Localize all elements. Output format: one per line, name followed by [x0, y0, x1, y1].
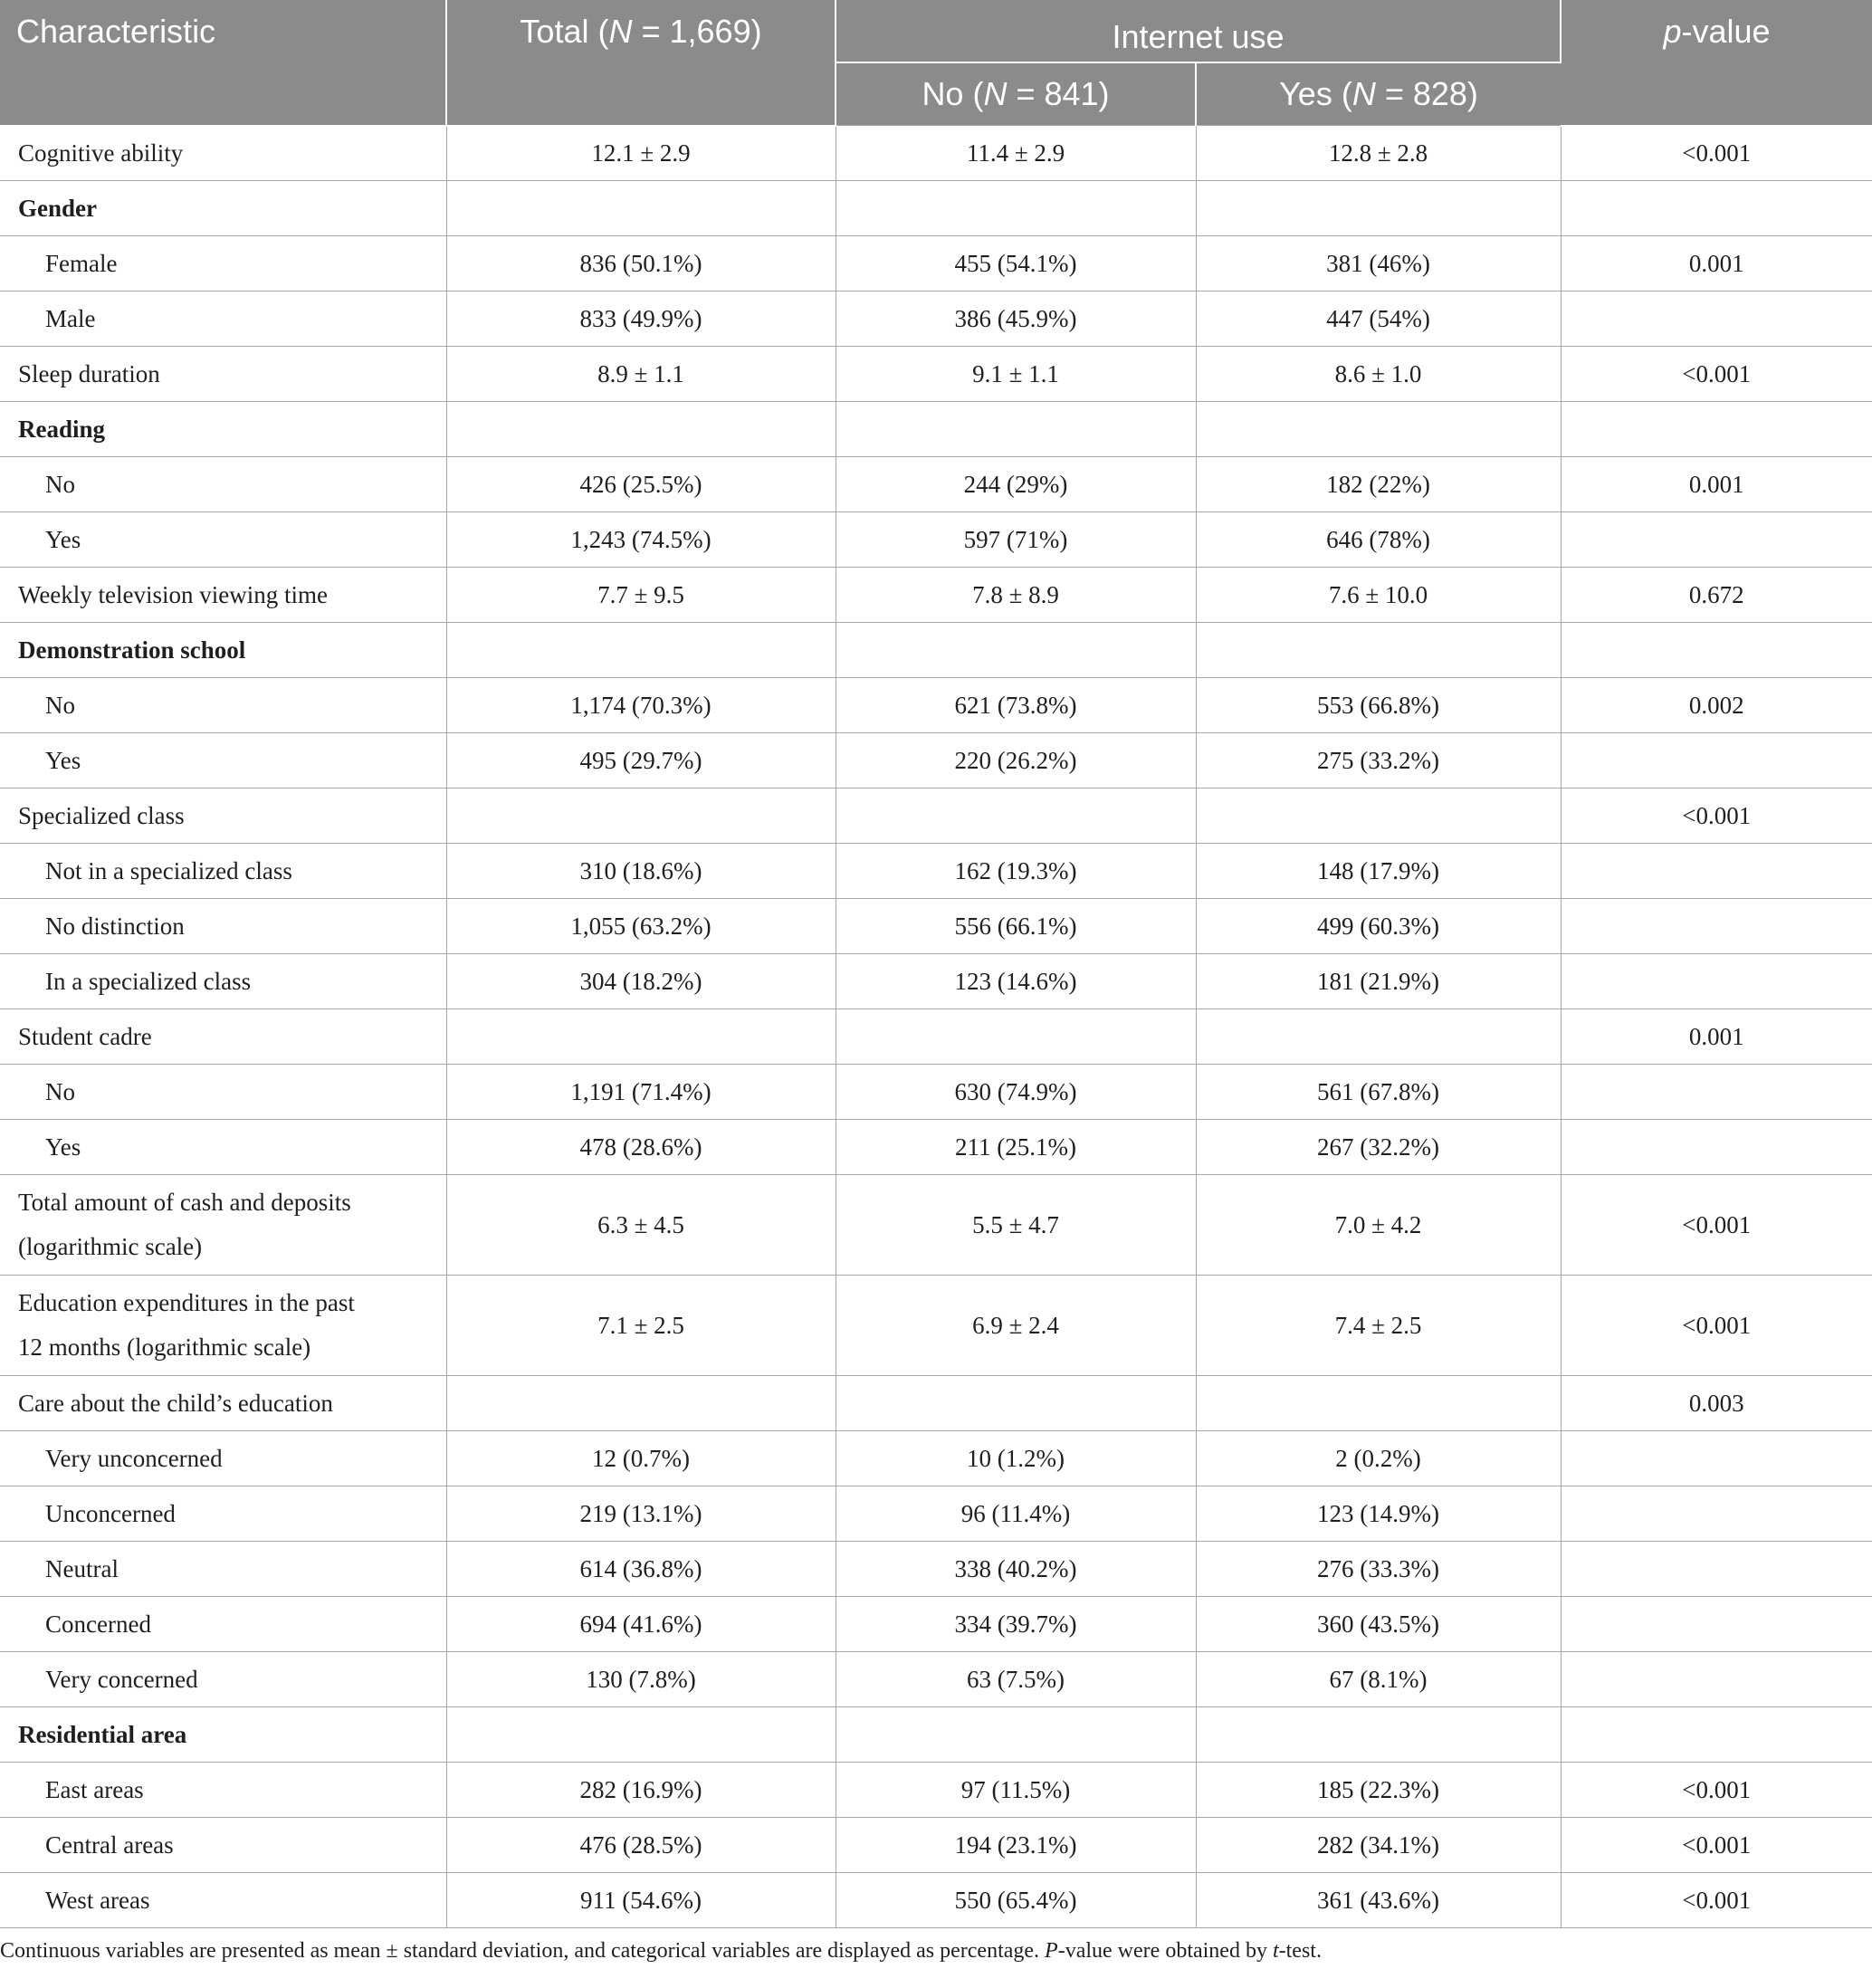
cell-internet-yes: 67 (8.1%)	[1196, 1652, 1561, 1707]
cell-p-value	[1561, 512, 1872, 568]
cell-p-value	[1561, 1120, 1872, 1175]
cell-characteristic: Demonstration school	[0, 623, 446, 678]
table-row	[0, 1431, 1872, 1486]
table-row	[0, 568, 1872, 623]
cell-characteristic: East areas	[0, 1763, 446, 1818]
cell-internet-no: 630 (74.9%)	[836, 1065, 1196, 1120]
cell-characteristic: Residential area	[0, 1707, 446, 1763]
cell-total	[446, 181, 836, 236]
cell-p-value: <0.001	[1561, 347, 1872, 402]
cell-p-value: <0.001	[1561, 126, 1872, 181]
cell-internet-no: 123 (14.6%)	[836, 954, 1196, 1009]
table-row	[0, 292, 1872, 347]
cell-internet-yes	[1196, 402, 1561, 457]
cell-p-value: 0.672	[1561, 568, 1872, 623]
cell-internet-yes: 185 (22.3%)	[1196, 1763, 1561, 1818]
cell-internet-yes	[1196, 623, 1561, 678]
cell-internet-yes: 7.0 ± 4.2	[1196, 1175, 1561, 1276]
table-row	[0, 954, 1872, 1009]
cell-internet-no	[836, 181, 1196, 236]
cell-total	[446, 1707, 836, 1763]
cell-internet-no: 162 (19.3%)	[836, 844, 1196, 899]
table-row	[0, 1376, 1872, 1431]
cell-internet-no: 220 (26.2%)	[836, 733, 1196, 789]
cell-total: 310 (18.6%)	[446, 844, 836, 899]
table-body	[0, 126, 1872, 1928]
cell-internet-yes	[1196, 181, 1561, 236]
cell-p-value: <0.001	[1561, 1276, 1872, 1376]
cell-p-value	[1561, 899, 1872, 954]
cell-characteristic: Central areas	[0, 1818, 446, 1873]
cell-internet-yes: 7.6 ± 10.0	[1196, 568, 1561, 623]
cell-internet-no	[836, 1009, 1196, 1065]
cell-characteristic: No distinction	[0, 899, 446, 954]
cell-internet-no	[836, 1376, 1196, 1431]
cell-p-value	[1561, 1542, 1872, 1597]
cell-internet-yes: 182 (22%)	[1196, 457, 1561, 512]
cell-internet-yes: 275 (33.2%)	[1196, 733, 1561, 789]
cell-internet-no: 211 (25.1%)	[836, 1120, 1196, 1175]
cell-characteristic: No	[0, 457, 446, 512]
cell-p-value	[1561, 844, 1872, 899]
cell-total: 6.3 ± 4.5	[446, 1175, 836, 1276]
cell-internet-yes: 123 (14.9%)	[1196, 1486, 1561, 1542]
cell-p-value: <0.001	[1561, 1763, 1872, 1818]
cell-internet-no: 63 (7.5%)	[836, 1652, 1196, 1707]
cell-p-value	[1561, 954, 1872, 1009]
cell-total: 12.1 ± 2.9	[446, 126, 836, 181]
table-row	[0, 126, 1872, 181]
table-row	[0, 678, 1872, 733]
cell-characteristic: Student cadre	[0, 1009, 446, 1065]
cell-characteristic: Unconcerned	[0, 1486, 446, 1542]
cell-internet-yes: 8.6 ± 1.0	[1196, 347, 1561, 402]
cell-characteristic: Total amount of cash and deposits (logarithmic scale)	[0, 1175, 446, 1276]
table-row	[0, 236, 1872, 292]
cell-internet-yes: 360 (43.5%)	[1196, 1597, 1561, 1652]
cell-characteristic: Female	[0, 236, 446, 292]
cell-internet-no: 96 (11.4%)	[836, 1486, 1196, 1542]
table-row	[0, 789, 1872, 844]
cell-internet-yes: 646 (78%)	[1196, 512, 1561, 568]
table-row	[0, 1486, 1872, 1542]
cell-internet-no: 550 (65.4%)	[836, 1873, 1196, 1928]
cell-total: 1,174 (70.3%)	[446, 678, 836, 733]
cell-total: 219 (13.1%)	[446, 1486, 836, 1542]
cell-characteristic: Specialized class	[0, 789, 446, 844]
cell-internet-yes	[1196, 789, 1561, 844]
cell-p-value	[1561, 623, 1872, 678]
table-row	[0, 402, 1872, 457]
cell-internet-no: 455 (54.1%)	[836, 236, 1196, 292]
table-row	[0, 1707, 1872, 1763]
cell-characteristic: Sleep duration	[0, 347, 446, 402]
cell-p-value	[1561, 1597, 1872, 1652]
cell-p-value: 0.002	[1561, 678, 1872, 733]
cell-p-value	[1561, 181, 1872, 236]
cell-total	[446, 1376, 836, 1431]
table-row	[0, 1763, 1872, 1818]
cell-p-value: 0.003	[1561, 1376, 1872, 1431]
cell-internet-yes: 381 (46%)	[1196, 236, 1561, 292]
cell-total: 282 (16.9%)	[446, 1763, 836, 1818]
cell-internet-yes: 499 (60.3%)	[1196, 899, 1561, 954]
cell-p-value: <0.001	[1561, 789, 1872, 844]
cell-p-value: <0.001	[1561, 1873, 1872, 1928]
table-row	[0, 347, 1872, 402]
cell-total: 614 (36.8%)	[446, 1542, 836, 1597]
cell-internet-no: 597 (71%)	[836, 512, 1196, 568]
table-row	[0, 1009, 1872, 1065]
cell-total: 694 (41.6%)	[446, 1597, 836, 1652]
cell-characteristic: Not in a specialized class	[0, 844, 446, 899]
cell-internet-yes: 7.4 ± 2.5	[1196, 1276, 1561, 1376]
cell-p-value: 0.001	[1561, 457, 1872, 512]
cell-internet-yes	[1196, 1376, 1561, 1431]
table-footnote: Continuous variables are presented as mean ± standard deviation, and categorical variables are displayed as percentage. P-value were obtained by t-test.	[0, 1939, 1322, 1963]
table-row	[0, 1597, 1872, 1652]
cell-total: 476 (28.5%)	[446, 1818, 836, 1873]
cell-total: 1,243 (74.5%)	[446, 512, 836, 568]
cell-internet-yes: 361 (43.6%)	[1196, 1873, 1561, 1928]
cell-internet-no: 5.5 ± 4.7	[836, 1175, 1196, 1276]
table-row	[0, 899, 1872, 954]
cell-total: 7.7 ± 9.5	[446, 568, 836, 623]
cell-p-value: <0.001	[1561, 1818, 1872, 1873]
cell-characteristic: Very concerned	[0, 1652, 446, 1707]
cell-total: 833 (49.9%)	[446, 292, 836, 347]
cell-characteristic: No	[0, 1065, 446, 1120]
header-characteristic: Characteristic	[0, 0, 446, 126]
cell-characteristic: Care about the child’s education	[0, 1376, 446, 1431]
cell-internet-yes	[1196, 1707, 1561, 1763]
cell-internet-yes: 276 (33.3%)	[1196, 1542, 1561, 1597]
table-row	[0, 623, 1872, 678]
cell-total: 478 (28.6%)	[446, 1120, 836, 1175]
table-row	[0, 181, 1872, 236]
table-row	[0, 844, 1872, 899]
cell-internet-no: 97 (11.5%)	[836, 1763, 1196, 1818]
table-row	[0, 1175, 1872, 1276]
cell-characteristic: Yes	[0, 733, 446, 789]
cell-total: 495 (29.7%)	[446, 733, 836, 789]
cell-internet-yes	[1196, 1009, 1561, 1065]
cell-internet-yes: 181 (21.9%)	[1196, 954, 1561, 1009]
cell-internet-no: 7.8 ± 8.9	[836, 568, 1196, 623]
cell-total	[446, 789, 836, 844]
cell-characteristic: Cognitive ability	[0, 126, 446, 181]
cell-internet-no: 10 (1.2%)	[836, 1431, 1196, 1486]
table-header	[0, 0, 1872, 126]
cell-p-value	[1561, 292, 1872, 347]
cell-characteristic: Concerned	[0, 1597, 446, 1652]
cell-characteristic: Reading	[0, 402, 446, 457]
cell-internet-yes: 282 (34.1%)	[1196, 1818, 1561, 1873]
cell-characteristic: Male	[0, 292, 446, 347]
cell-characteristic: Neutral	[0, 1542, 446, 1597]
cell-internet-no: 11.4 ± 2.9	[836, 126, 1196, 181]
cell-p-value	[1561, 1431, 1872, 1486]
cell-total	[446, 623, 836, 678]
table-row	[0, 1065, 1872, 1120]
cell-internet-no: 556 (66.1%)	[836, 899, 1196, 954]
cell-total: 911 (54.6%)	[446, 1873, 836, 1928]
cell-internet-no	[836, 402, 1196, 457]
cell-p-value	[1561, 1707, 1872, 1763]
cell-internet-no	[836, 789, 1196, 844]
cell-internet-no: 338 (40.2%)	[836, 1542, 1196, 1597]
header-internet-yes: Yes (N = 828)	[1196, 62, 1561, 126]
cell-p-value: 0.001	[1561, 1009, 1872, 1065]
cell-internet-no	[836, 1707, 1196, 1763]
header-internet-use: Internet use	[836, 0, 1561, 62]
cell-internet-yes: 447 (54%)	[1196, 292, 1561, 347]
cell-characteristic: In a specialized class	[0, 954, 446, 1009]
cell-total: 426 (25.5%)	[446, 457, 836, 512]
cell-p-value: 0.001	[1561, 236, 1872, 292]
cell-total	[446, 402, 836, 457]
table-row	[0, 1120, 1872, 1175]
cell-internet-no: 386 (45.9%)	[836, 292, 1196, 347]
cell-internet-no: 334 (39.7%)	[836, 1597, 1196, 1652]
cell-total: 8.9 ± 1.1	[446, 347, 836, 402]
table-row	[0, 1276, 1872, 1376]
table-row	[0, 1818, 1872, 1873]
cell-internet-no: 621 (73.8%)	[836, 678, 1196, 733]
cell-internet-no: 9.1 ± 1.1	[836, 347, 1196, 402]
cell-internet-no	[836, 623, 1196, 678]
cell-characteristic: Weekly television viewing time	[0, 568, 446, 623]
cell-internet-yes: 148 (17.9%)	[1196, 844, 1561, 899]
header-p-value: p-value	[1561, 0, 1872, 126]
cell-total: 1,055 (63.2%)	[446, 899, 836, 954]
cell-characteristic: West areas	[0, 1873, 446, 1928]
cell-internet-no: 6.9 ± 2.4	[836, 1276, 1196, 1376]
cell-p-value	[1561, 1652, 1872, 1707]
cell-characteristic: No	[0, 678, 446, 733]
cell-p-value	[1561, 733, 1872, 789]
cell-total: 304 (18.2%)	[446, 954, 836, 1009]
cell-total: 12 (0.7%)	[446, 1431, 836, 1486]
cell-total: 836 (50.1%)	[446, 236, 836, 292]
cell-characteristic: Education expenditures in the past 12 months (logarithmic scale)	[0, 1276, 446, 1376]
cell-internet-yes: 2 (0.2%)	[1196, 1431, 1561, 1486]
table-row	[0, 733, 1872, 789]
cell-characteristic: Very unconcerned	[0, 1431, 446, 1486]
cell-p-value: <0.001	[1561, 1175, 1872, 1276]
cell-p-value	[1561, 402, 1872, 457]
cell-p-value	[1561, 1486, 1872, 1542]
cell-total: 130 (7.8%)	[446, 1652, 836, 1707]
table-row	[0, 1542, 1872, 1597]
cell-p-value	[1561, 1065, 1872, 1120]
table-row	[0, 457, 1872, 512]
table-row	[0, 512, 1872, 568]
cell-total: 1,191 (71.4%)	[446, 1065, 836, 1120]
table-row	[0, 1652, 1872, 1707]
header-total: Total (N = 1,669)	[446, 0, 836, 126]
table-row	[0, 1873, 1872, 1928]
cell-internet-no: 244 (29%)	[836, 457, 1196, 512]
header-internet-no: No (N = 841)	[836, 62, 1196, 126]
cell-characteristic: Gender	[0, 181, 446, 236]
cell-internet-yes: 561 (67.8%)	[1196, 1065, 1561, 1120]
cell-characteristic: Yes	[0, 1120, 446, 1175]
cell-total: 7.1 ± 2.5	[446, 1276, 836, 1376]
cell-characteristic: Yes	[0, 512, 446, 568]
cell-internet-yes: 12.8 ± 2.8	[1196, 126, 1561, 181]
cell-internet-no: 194 (23.1%)	[836, 1818, 1196, 1873]
cell-internet-yes: 267 (32.2%)	[1196, 1120, 1561, 1175]
cell-internet-yes: 553 (66.8%)	[1196, 678, 1561, 733]
cell-total	[446, 1009, 836, 1065]
